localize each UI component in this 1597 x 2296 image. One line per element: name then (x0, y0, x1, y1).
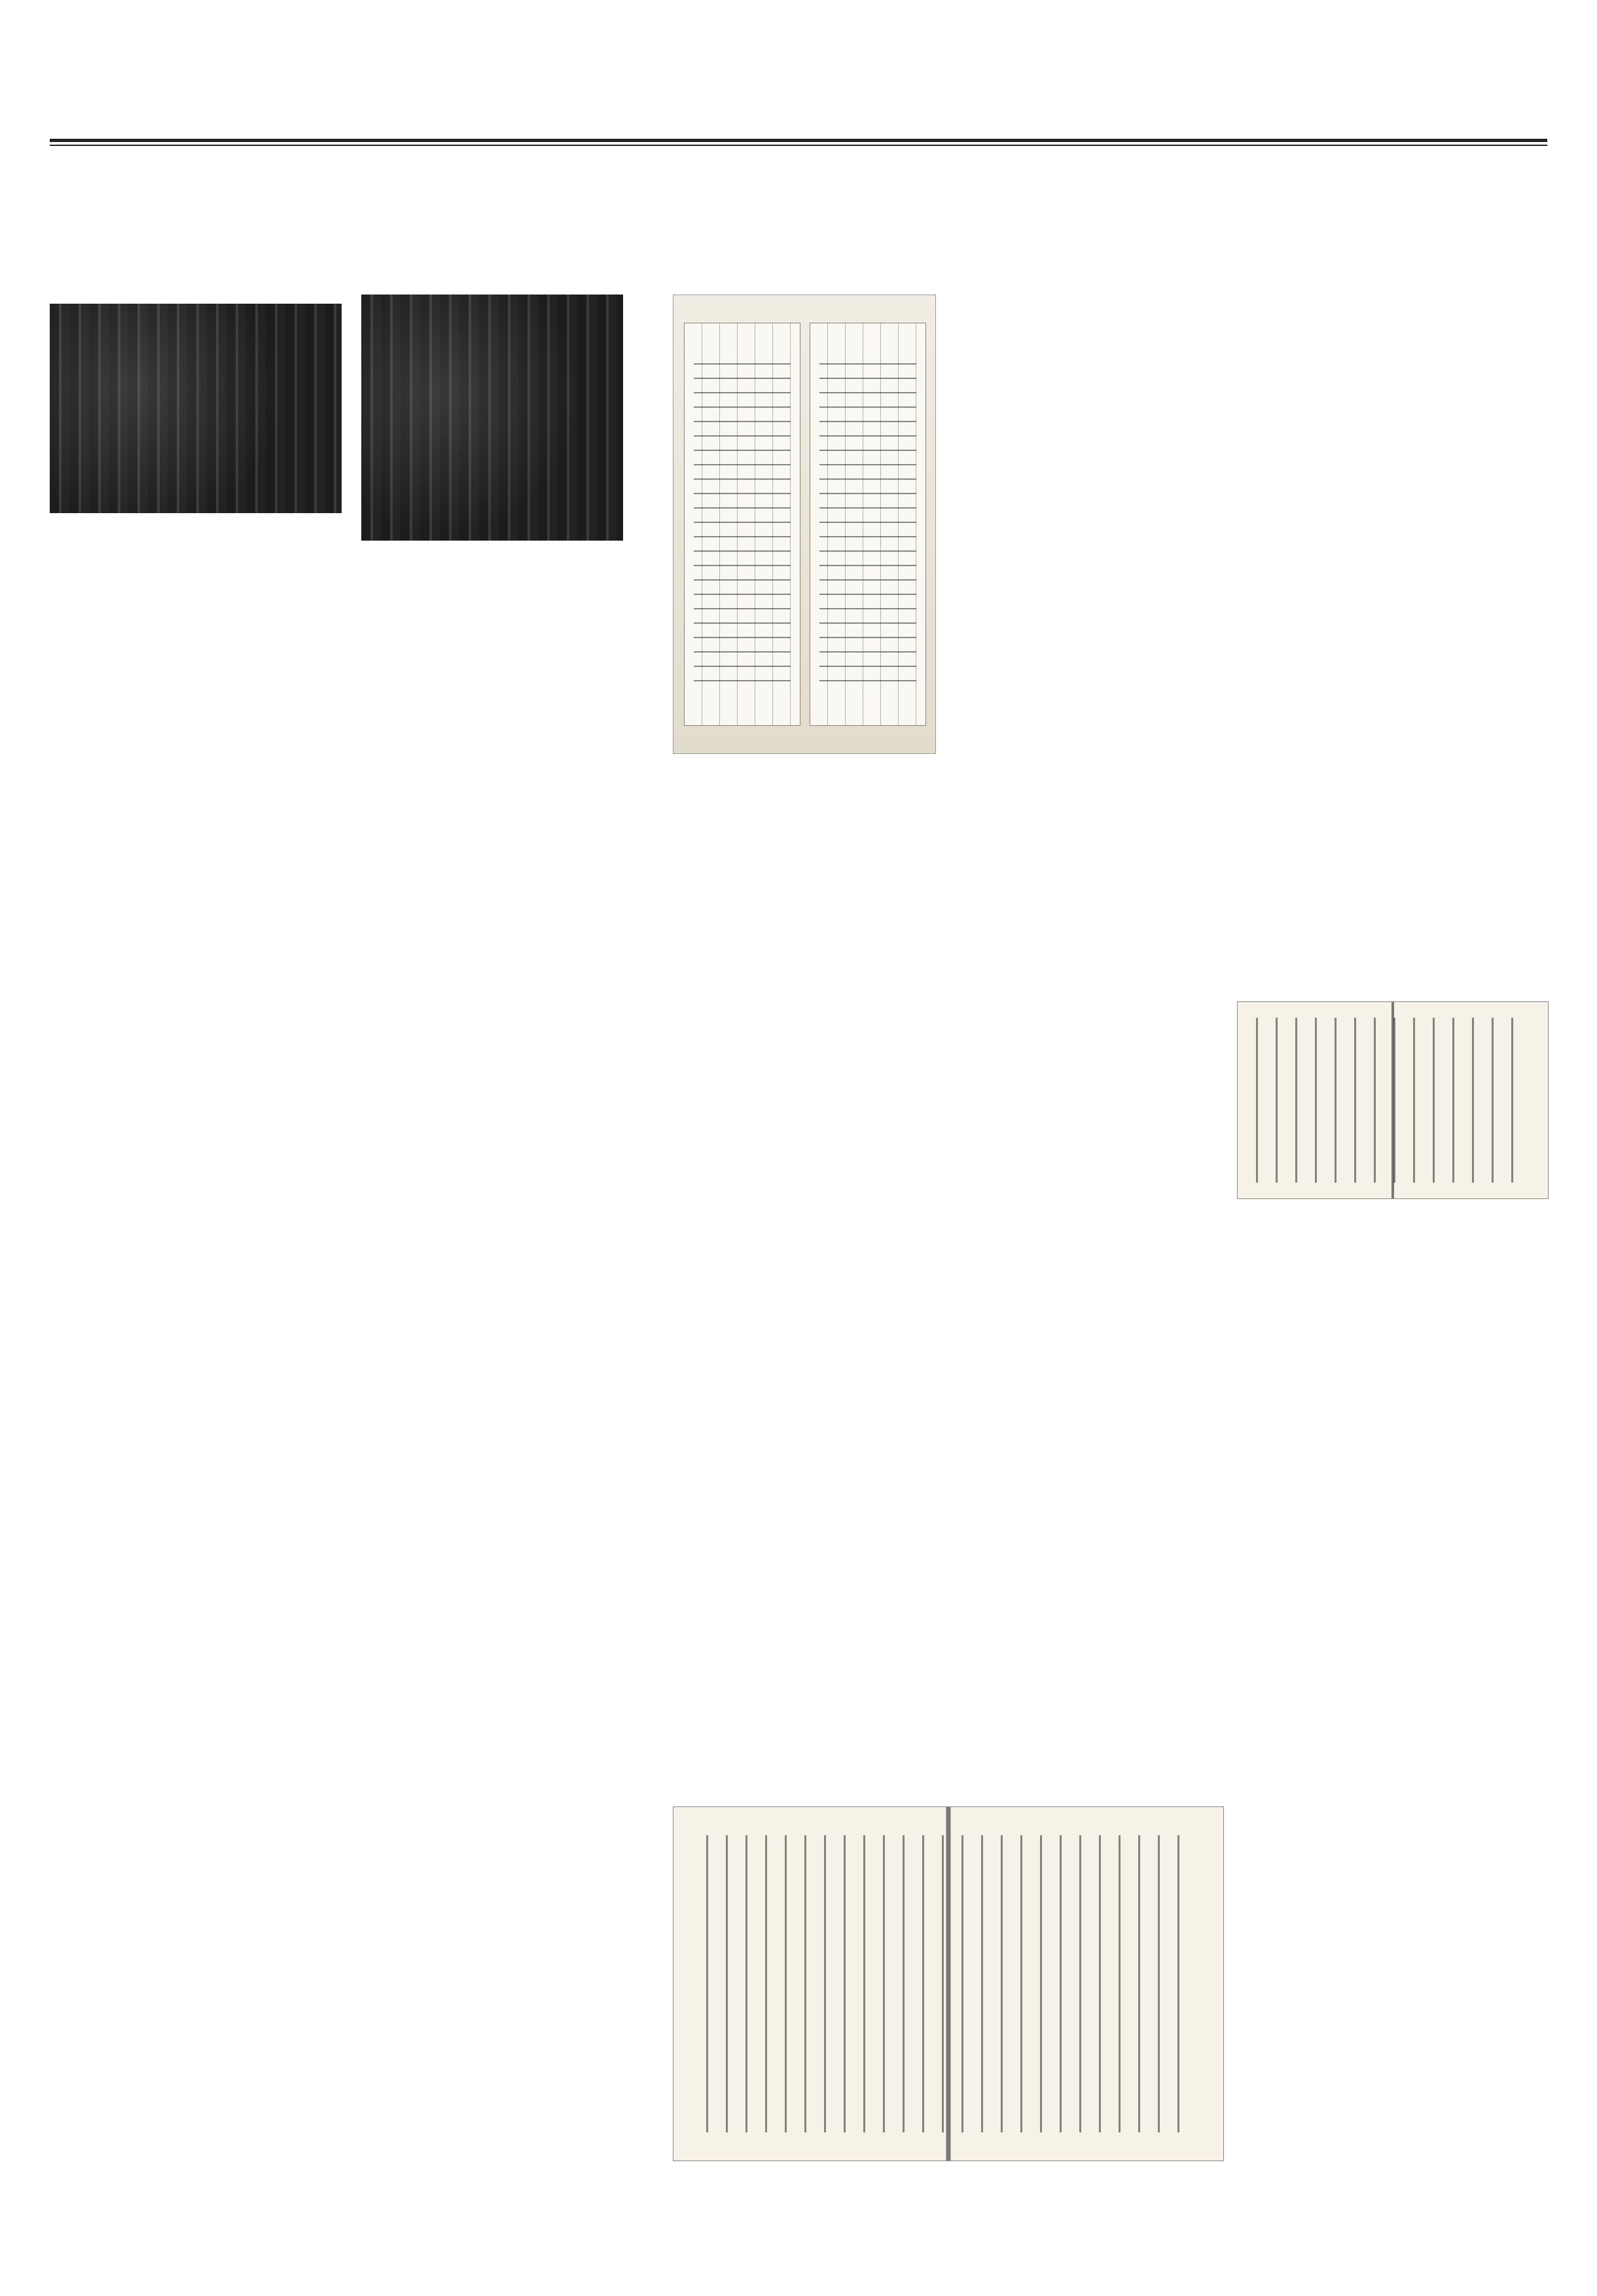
article-column-5-lower (1237, 1211, 1547, 1721)
photo-slot (50, 304, 342, 539)
article-column-2 (361, 295, 653, 2258)
ancient-book-photo (673, 295, 936, 754)
poem-folio-photo (673, 1806, 1224, 2161)
masthead-rule-thin (50, 145, 1547, 146)
stele-fragment-photo-2 (361, 295, 623, 541)
photo-slot (361, 295, 653, 543)
poem-manuscript-photo (1237, 1001, 1549, 1199)
stele-fragment-photo-1 (50, 304, 342, 513)
book-page-left (684, 323, 800, 726)
references-box (1237, 1733, 1547, 2132)
article-column-5 (1237, 295, 1547, 988)
paper-logo (1333, 65, 1547, 131)
article-column-1 (50, 295, 342, 542)
book-page-right (810, 323, 926, 726)
article-column-4 (948, 295, 1223, 1734)
masthead (50, 63, 1547, 135)
masthead-rule (50, 139, 1547, 142)
